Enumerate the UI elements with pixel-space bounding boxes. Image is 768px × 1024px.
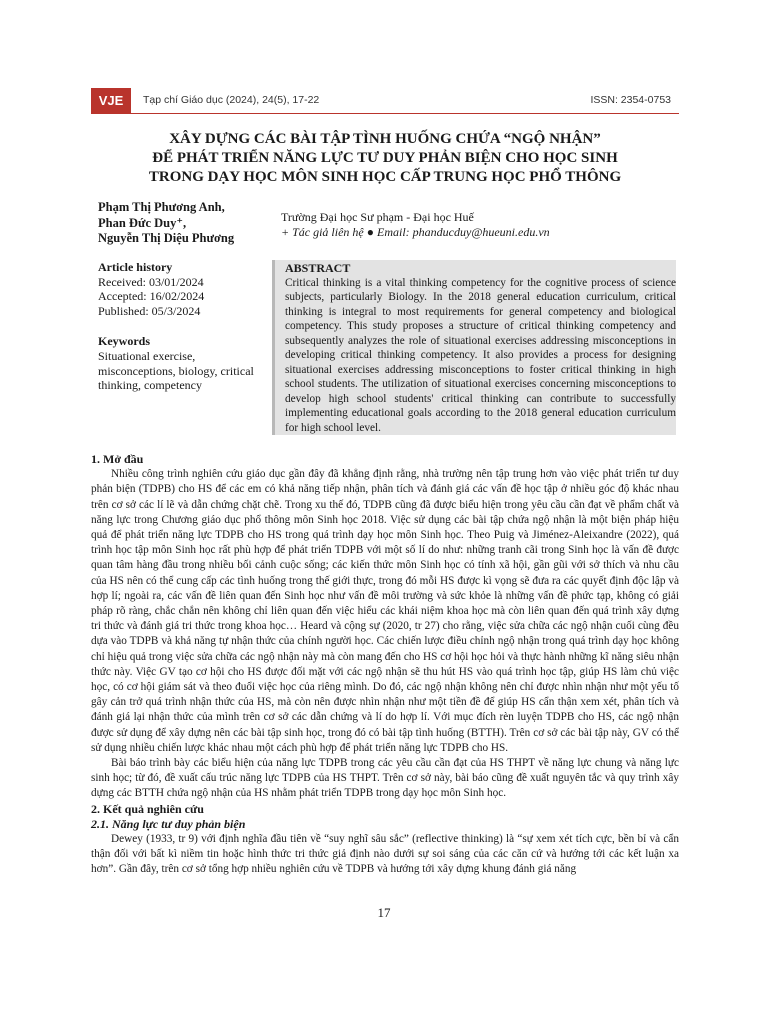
title-line: XÂY DỰNG CÁC BÀI TẬP TÌNH HUỐNG CHỨA “NGỘ NHẬN” (169, 131, 601, 147)
page-number: 17 (377, 905, 391, 920)
keywords-text: Situational exercise, misconceptions, biology, critical thinking, competency (98, 348, 254, 393)
author: Nguyễn Thị Diệu Phương (98, 231, 235, 245)
published-date: Published: 05/3/2024 (98, 303, 201, 318)
section-heading-intro: 1. Mở đầu (91, 452, 144, 466)
abstract-box (272, 260, 676, 435)
author: Phan Đức Duy⁺, (98, 215, 187, 230)
body-paragraph: Dewey (1933, tr 9) với định nghĩa đầu tiên về “suy nghĩ sâu sắc” (reflective thinking) là “sự xem xét tích cực, bền bỉ và cẩn thận đối với bất kì niềm tin hoặc hình thức tri thức giả định nào dưới sự soi sáng của các căn cứ và hướng tới các kết luận xa hơn”. Gần đây, trên cơ sở tổng hợp nhiều nghiên cứu về TDPB và hướng tới xây dựng khung đánh giá năng (91, 833, 679, 876)
title-line: TRONG DẠY HỌC MÔN SINH HỌC CẤP TRUNG HỌC PHỔ THÔNG (148, 169, 622, 185)
body-paragraph: Nhiều công trình nghiên cứu giáo dục gần đây đã khẳng định rằng, nhà trường nên tập trung hơn vào việc phát triển tư duy phản biện (TDPB) cho HS để các em có khả năng tiếp nhận, phân tích và đánh giá các vấn đề học tập ở nhiều góc độ khác nhau trên cơ sở các lí lẽ và dẫn chứng chặt chẽ. Trong xu thế đó, TDPB cũng đã được biểu hiện trong yêu cầu cần đạt về phẩm chất và năng lực trong Chương giáo dục phổ thông môn Sinh học 2018. Việc sử dụng các bài tập chứa ngộ nhận là một biện pháp hiệu quả để phát triển năng lực TDPB cho HS trong quá trình dạy học môn Sinh học. Theo Puig và Jiménez-Aleixandre (2022), quá trình học tập môn Sinh học rất phù hợp để phát triển TDPB với một số lí do như: những tranh cãi trong Sinh học là vấn đề được quan tâm hàng đầu trong nhiều bối cảnh cuộc sống; các kiến thức môn Sinh học có tính xã hội, gần gũi với sở thích và nhu cầu của HS nên có thể cung cấp các tình huống trong thế giới thực, trong đó mỗi HS được kì vọng sẽ đưa ra các quyết định độc lập và hợp lí; ngoài ra, các vấn đề liên quan đến Sinh học như vấn đề môi trường và sức khỏe là những vấn đề phức tạp, không có giải pháp rõ ràng, chắc chắn nên không chỉ liên quan đến việc hiểu các khái niệm khoa học mà còn liên quan đến quá trình xây dựng tri thức và đánh giá tri thức trong khoa học… Heard và cộng sự (2020, tr 27) cho rằng, việc sửa chữa các ngộ nhận cuối cùng đều dựa vào TDPB và khả năng tự nhận thức của chính người học. Các chiến lược điều chỉnh ngộ nhận trong quá trình dạy học không chỉ hiệu quả trong việc sửa chữa các ngộ nhận này mà còn mang đến cho HS cơ hội học hỏi và thực hành những kĩ năng siêu nhận thức này. Việc GV tạo cơ hội cho HS được đối mặt với các ngộ nhận sẽ thu hút HS vào quá trình học tập, giúp HS làm chủ việc học, có cơ hội giám sát và theo đuổi việc học của riêng mình. Do đó, các ngộ nhận không nên chỉ được nhìn nhận như một yếu tố gây cản trở quá trình nhận thức của HS, mà còn nên được nhìn nhận như một tiền đề để giúp HS cẩn thận xem xét, phân tích và đánh giá lại nhận thức của mình trên cơ sở các dẫn chứng và lí do hợp lí. Với mục đích rèn luyện TDPB cho HS, các ngộ nhận được sử dụng để xây dựng nên các bài tập sinh học, trong đó có bài tập tình huống (BTTH). Trên cơ sở các bài tập này, GV có thể sử dụng nhiều chiến lược khác nhau một cách phù hợp để phát triển năng lực TDPB cho HS. (91, 468, 679, 754)
article-history-heading: Article history (98, 260, 173, 274)
abstract-heading: ABSTRACT (285, 261, 351, 275)
abstract-text: Critical thinking is a vital thinking competency for the cognitive process of science subjects, particularly Biology. In the 2018 general education curriculum, critical thinking is integral to most requirements for general competency and biological competency. This study proposes a structure of critical thinking competency and subsequently analyzes the role of situational exercises addressing misconceptions in developing critical thinking competency. It also provides a process for designing situational exercises addressing misconceptions to foster critical thinking in high school students. The utilization of situational exercises concerning misconceptions to develop high school students' critical thinking can contribute to successfully implementing educational goals according to the 2018 general education curriculum for high school level. (285, 276, 676, 434)
corresponding-contact: + Tác giả liên hệ ● Email: phanducduy@hueuni.edu.vn (281, 225, 550, 239)
article-body (91, 452, 679, 878)
journal-reference: Tạp chí Giáo dục (2024), 24(5), 17-22 (143, 94, 320, 106)
subsection-heading: 2.1. Năng lực tư duy phản biện (91, 816, 246, 831)
title-line: ĐỂ PHÁT TRIỂN NĂNG LỰC TƯ DUY PHẢN BIỆN CHO HỌC SINH (152, 150, 618, 166)
affiliation (281, 210, 679, 240)
received-date: Received: 03/01/2024 (98, 274, 204, 289)
institution: Trường Đại học Sư phạm - Đại học Huế (281, 210, 474, 224)
journal-logo: VJE (91, 88, 131, 113)
article-info-sidebar (98, 260, 268, 393)
author: Phạm Thị Phương Anh, (98, 200, 225, 214)
keywords-heading: Keywords (98, 334, 150, 349)
article-title (91, 130, 679, 187)
body-paragraph: Bài báo trình bày các biểu hiện của năng lực TDPB trong các yêu cầu cần đạt của HS THPT về năng lực chung và năng lực sinh học; từ đó, đề xuất cấu trúc năng lực TDPB của HS THPT. Trên cơ sở này, bài báo cũng đề xuất nguyên tắc và quy trình xây dựng các BTTH chứa ngộ nhận của HS nhằm phát triển TDPB trong dạy học môn Sinh học. (91, 757, 679, 800)
author-list (98, 200, 268, 247)
section-heading-results: 2. Kết quả nghiên cứu (91, 801, 204, 816)
journal-header (91, 88, 679, 114)
accepted-date: Accepted: 16/02/2024 (98, 289, 205, 304)
issn: ISSN: 2354-0753 (590, 94, 671, 106)
